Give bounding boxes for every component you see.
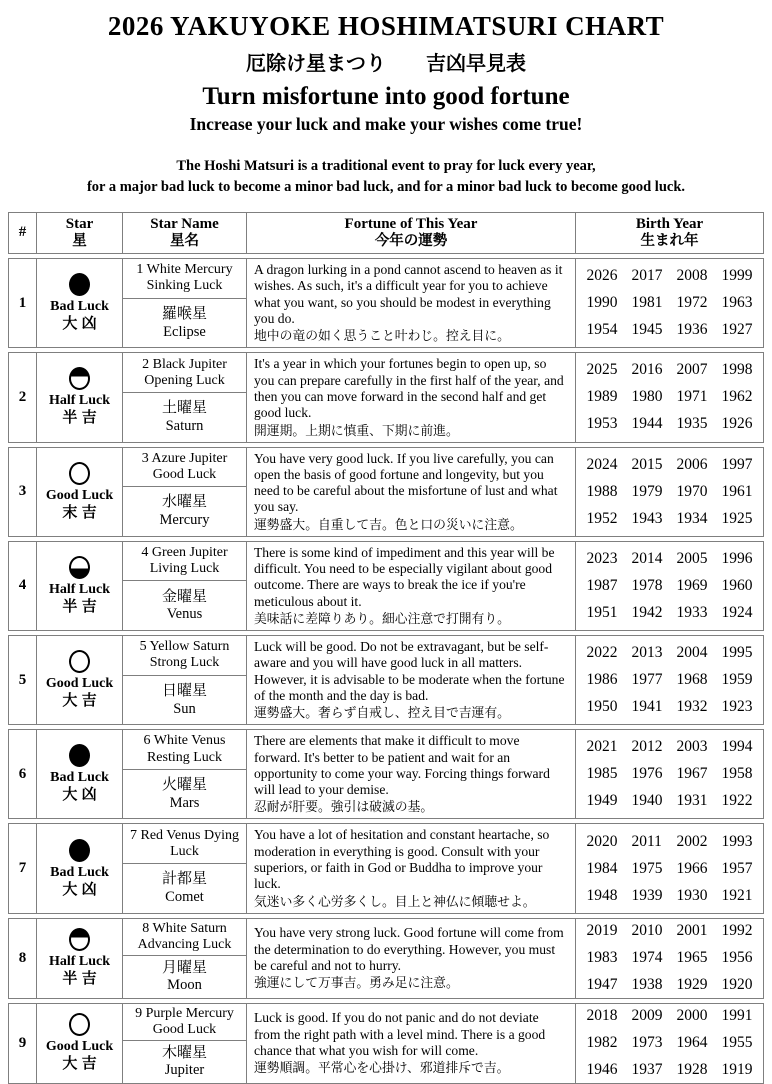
birth-year: 1993: [721, 832, 753, 850]
birth-year: 1923: [721, 698, 753, 716]
birth-year: 2023: [586, 549, 618, 567]
birth-year: 1995: [721, 644, 753, 662]
birth-year: 2013: [631, 644, 663, 662]
fortune-text-ja: 運勢盛大。奢らず自戒し、控え目で吉運有。: [254, 705, 510, 721]
header-cell-star: Star 星: [37, 213, 123, 253]
luck-circle-icon: [69, 744, 90, 767]
fortune-text-en: Luck will be good. Do not be extravagant, but be self-aware and you will have good luck in all matters. However, it is advisable to be moderate when the fortune of the month and the day is bad.: [254, 638, 565, 703]
star-cell: [37, 353, 123, 441]
luck-circle-icon: [69, 367, 90, 390]
birth-year: 1975: [631, 859, 663, 877]
star-name-planet: Venus: [166, 606, 203, 623]
birth-year: 1984: [586, 859, 618, 877]
star-name-planet: Eclipse: [163, 323, 206, 340]
birth-year: 1947: [586, 976, 618, 994]
birth-year: 1953: [586, 415, 618, 433]
birth-year: 1940: [631, 792, 663, 810]
star-name-en: 7 Red Venus Dying Luck: [123, 824, 246, 864]
star-name-kanji: 月曜星: [161, 958, 207, 976]
birth-year: 1922: [721, 792, 753, 810]
birth-year: 1948: [586, 886, 618, 904]
birth-year: 1968: [676, 671, 708, 689]
star-name-cell: [123, 919, 247, 998]
birth-year: 1996: [721, 549, 753, 567]
star-name-cell: [123, 636, 247, 724]
birth-year: 1999: [721, 267, 753, 285]
star-name-planet: Mercury: [159, 512, 210, 529]
row-number: 2: [9, 353, 37, 441]
birth-year: 1980: [631, 388, 663, 406]
birth-year: 1973: [631, 1034, 663, 1052]
star-name-en: 3 Azure Jupiter Good Luck: [123, 448, 246, 488]
fortune-text-en: There is some kind of impediment and this year will be difficult. You need to be especially vigilant about good outcome. There are ways to break the ice if you're meticulous about it.: [254, 544, 555, 609]
birth-year: 1924: [721, 603, 753, 621]
birth-year: 1945: [631, 321, 663, 339]
birth-year: 2011: [631, 832, 662, 850]
birth-year: 1946: [586, 1061, 618, 1079]
star-name-bottom: [123, 676, 246, 725]
birth-year: 1943: [631, 509, 663, 527]
birth-year: 1972: [676, 294, 708, 312]
star-cell: [37, 448, 123, 536]
row-number: 3: [9, 448, 37, 536]
star-name-bottom: [123, 487, 246, 536]
birth-year: 1934: [676, 509, 708, 527]
birth-year: 1949: [586, 792, 618, 810]
birth-year: 1929: [676, 976, 708, 994]
star-name-kanji: 金曜星: [161, 587, 207, 605]
luck-label-ja: 末 吉: [62, 503, 97, 521]
fortune-text-ja: 気迷い多く心労多くし。目上と神仏に傾聴せよ。: [254, 893, 536, 909]
birth-year: 2008: [676, 267, 708, 285]
birth-year: 1942: [631, 603, 663, 621]
luck-label-ja: 大 吉: [62, 692, 97, 710]
birth-year: 1952: [586, 509, 618, 527]
birth-year: 2006: [676, 455, 708, 473]
birth-year: 2004: [676, 644, 708, 662]
row-number: 8: [9, 919, 37, 998]
birth-year: 1962: [721, 388, 753, 406]
birth-year: 1932: [676, 698, 708, 716]
table-row: [8, 823, 764, 913]
birth-year: 1941: [631, 698, 663, 716]
star-cell: [37, 730, 123, 818]
fortune-text-ja: 美味話に差障りあり。細心注意で打開有り。: [254, 610, 510, 626]
birth-year: 1930: [676, 886, 708, 904]
birth-year: 1983: [586, 949, 618, 967]
table-row: [8, 1003, 764, 1084]
star-name-bottom: [123, 864, 246, 913]
birth-years-cell: [576, 730, 763, 818]
birth-year: 1960: [721, 576, 753, 594]
birth-year: 1989: [586, 388, 618, 406]
luck-label-en: Bad Luck: [50, 299, 109, 315]
birth-year: 1925: [721, 509, 753, 527]
birth-year: 1976: [631, 765, 663, 783]
birth-year: 1979: [631, 482, 663, 500]
luck-label-ja: 半 吉: [62, 409, 97, 427]
birth-years-cell: [576, 353, 763, 441]
star-cell: [37, 542, 123, 630]
luck-circle-icon: [69, 650, 90, 673]
fortune-text-en: You have very good luck. If you live carefully, you can open the basis of good fortune and longevity, but you need to be careful about the misfortune of lust and what you say.: [254, 450, 558, 515]
star-name-kanji: 土曜星: [161, 399, 207, 417]
star-name-cell: [123, 542, 247, 630]
birth-year: 1966: [676, 859, 708, 877]
star-name-planet: Comet: [165, 889, 204, 906]
star-name-cell: [123, 824, 247, 912]
luck-label-en: Half Luck: [48, 393, 111, 409]
birth-year: 1985: [586, 765, 618, 783]
birth-year: 2019: [586, 922, 618, 940]
star-cell: [37, 636, 123, 724]
luck-circle-icon: [69, 273, 90, 296]
fortune-text-en: Luck is good. If you do not panic and do not deviate from the right path with a level mind. There is a good chance that what you wish for will come.: [254, 1010, 546, 1058]
luck-circle-icon: [69, 839, 90, 862]
row-number: 4: [9, 542, 37, 630]
birth-year: 2021: [586, 738, 618, 756]
star-name-planet: Jupiter: [164, 1062, 205, 1079]
luck-label-ja: 半 吉: [62, 970, 97, 988]
birth-year: 2003: [676, 738, 708, 756]
star-cell: [37, 824, 123, 912]
birth-year: 1939: [631, 886, 663, 904]
fortune-text-ja: 強運にして万事吉。勇み足に注意。: [254, 975, 459, 991]
fortune-text-ja: 地中の竜の如く思うこと叶わじ。控え目に。: [254, 328, 510, 344]
luck-label-en: Good Luck: [45, 1039, 114, 1055]
birth-years-cell: [576, 824, 763, 912]
luck-circle-icon: [69, 556, 90, 579]
luck-label-ja: 大 凶: [62, 315, 97, 333]
birth-years-cell: [576, 919, 763, 998]
star-name-en: 9 Purple Mercury Good Luck: [123, 1004, 246, 1041]
birth-year: 1959: [721, 671, 753, 689]
fortune-cell: [247, 730, 576, 818]
birth-year: 1971: [676, 388, 708, 406]
birth-year: 2016: [631, 361, 663, 379]
star-name-kanji: 木曜星: [161, 1043, 207, 1061]
star-name-planet: Sun: [173, 700, 196, 717]
birth-year: 1956: [721, 949, 753, 967]
fortune-cell: [247, 542, 576, 630]
row-number: 1: [9, 259, 37, 347]
star-name-bottom: [123, 581, 246, 630]
luck-label-en: Good Luck: [45, 487, 114, 503]
birth-year: 1938: [631, 976, 663, 994]
birth-year: 1963: [721, 294, 753, 312]
birth-year: 2025: [586, 361, 618, 379]
luck-label-en: Half Luck: [48, 954, 111, 970]
birth-year: 1982: [586, 1034, 618, 1052]
birth-years-cell: [576, 636, 763, 724]
birth-year: 2018: [586, 1007, 618, 1025]
fortune-text-ja: 運勢盛大。自重して吉。色と口の災いに注意。: [254, 516, 523, 532]
star-name-en: 2 Black Jupiter Opening Luck: [123, 353, 246, 393]
birth-year: 2026: [586, 267, 618, 285]
star-name-en: 8 White Saturn Advancing Luck: [123, 919, 246, 956]
birth-year: 1954: [586, 321, 618, 339]
tagline-secondary: Increase your luck and make your wishes come true!: [189, 114, 583, 134]
luck-circle-icon: [69, 1013, 90, 1036]
star-name-kanji: 計都星: [161, 870, 207, 888]
fortune-cell: [247, 824, 576, 912]
luck-label-en: Bad Luck: [50, 864, 109, 880]
birth-year: 1997: [721, 455, 753, 473]
table-row: [8, 729, 764, 819]
birth-year: 1965: [676, 949, 708, 967]
birth-year: 1961: [721, 482, 753, 500]
birth-year: 1928: [676, 1061, 708, 1079]
birth-year: 1936: [676, 321, 708, 339]
fortune-text-en: There are elements that make it difficult to move forward. It's better to be patient and wait for an opportunity to come your way. Forcing things forward will lead to your demise.: [254, 733, 550, 798]
birth-year: 1927: [721, 321, 753, 339]
header-cell-star-name: Star Name 星名: [123, 213, 247, 253]
star-name-cell: [123, 730, 247, 818]
header-cell-fortune: Fortune of This Year 今年の運勢: [247, 213, 576, 253]
birth-year: 1969: [676, 576, 708, 594]
table-row: [8, 541, 764, 631]
birth-year: 1955: [721, 1034, 753, 1052]
birth-year: 1978: [631, 576, 663, 594]
header-cell-number: #: [9, 213, 37, 253]
row-number: 9: [9, 1004, 37, 1083]
fortune-cell: [247, 353, 576, 441]
luck-label-ja: 大 凶: [62, 786, 97, 804]
birth-year: 1944: [631, 415, 663, 433]
star-name-kanji: 羅喉星: [161, 304, 207, 322]
birth-year: 1981: [631, 294, 663, 312]
fortune-text-en: It's a year in which your fortunes begin to open up, so you can prepare carefully in the first half of the year, and then you can move forward in the second half and get good luck.: [254, 356, 564, 421]
table-row: [8, 352, 764, 442]
star-name-planet: Mars: [169, 794, 200, 811]
fortune-text-ja: 忍耐が肝要。強引は破滅の基。: [254, 799, 434, 815]
row-number: 5: [9, 636, 37, 724]
birth-year: 2017: [631, 267, 663, 285]
luck-label-ja: 大 凶: [62, 880, 97, 898]
star-name-bottom: [123, 299, 246, 348]
star-cell: [37, 919, 123, 998]
tagline: Turn misfortune into good fortune: [202, 83, 570, 110]
birth-year: 1957: [721, 859, 753, 877]
page-title: 2026 YAKUYOKE HOSHIMATSURI CHART: [107, 11, 665, 41]
birth-year: 1951: [586, 603, 618, 621]
birth-year: 1990: [586, 294, 618, 312]
birth-year: 1991: [721, 1007, 753, 1025]
birth-year: 1958: [721, 765, 753, 783]
luck-circle-icon: [69, 462, 90, 485]
header-cell-birth-year: Birth Year 生まれ年: [635, 216, 704, 250]
star-cell: [37, 259, 123, 347]
birth-year: 2005: [676, 549, 708, 567]
luck-label-ja: 半 吉: [62, 597, 97, 615]
birth-year: 2002: [676, 832, 708, 850]
luck-label-en: Good Luck: [45, 676, 114, 692]
birth-year: 1988: [586, 482, 618, 500]
birth-year: 1977: [631, 671, 663, 689]
fortune-cell: [247, 636, 576, 724]
table-row: [8, 258, 764, 348]
birth-year: 1994: [721, 738, 753, 756]
birth-year: 1950: [586, 698, 618, 716]
subtitle-japanese: 厄除け星まつり 吉凶早見表: [246, 53, 526, 75]
star-name-en: 5 Yellow Saturn Strong Luck: [123, 636, 246, 676]
star-name-bottom: [123, 393, 246, 442]
birth-year: 2010: [631, 922, 663, 940]
birth-year: 2001: [676, 922, 708, 940]
row-number: 7: [9, 824, 37, 912]
star-name-kanji: 火曜星: [161, 776, 207, 794]
intro-line-2: for a major bad luck to become a minor bad luck, and for a minor bad luck to become good luck.: [86, 179, 686, 196]
star-cell: [37, 1004, 123, 1083]
star-name-cell: [123, 259, 247, 347]
birth-year: 1926: [721, 415, 753, 433]
birth-year: 1937: [631, 1061, 663, 1079]
table-header: [8, 212, 764, 254]
birth-year: 2009: [631, 1007, 663, 1025]
birth-year: 1931: [676, 792, 708, 810]
birth-year: 1933: [676, 603, 708, 621]
birth-year: 2000: [676, 1007, 708, 1025]
star-name-bottom: [123, 1041, 246, 1083]
luck-label-en: Bad Luck: [50, 770, 109, 786]
birth-year: 1935: [676, 415, 708, 433]
birth-year: 1992: [721, 922, 753, 940]
birth-year: 1986: [586, 671, 618, 689]
star-name-bottom: [123, 770, 246, 819]
birth-year: 2014: [631, 549, 663, 567]
luck-label-en: Half Luck: [48, 581, 111, 597]
intro-text: [0, 156, 772, 198]
birth-year: 2020: [586, 832, 618, 850]
star-name-bottom: [123, 956, 246, 998]
star-name-en: 6 White Venus Resting Luck: [123, 730, 246, 770]
star-name-cell: [123, 1004, 247, 1083]
fortune-cell: [247, 259, 576, 347]
birth-year: 2015: [631, 455, 663, 473]
birth-year: 2024: [586, 455, 618, 473]
birth-years-cell: [576, 542, 763, 630]
table-row: [8, 635, 764, 725]
fortune-text-ja: 運勢順調。平常心を心掛け、邪道排斥で吉。: [254, 1060, 510, 1076]
table-row: [8, 447, 764, 537]
birth-year: 1919: [721, 1061, 753, 1079]
fortune-cell: [247, 448, 576, 536]
star-name-kanji: 水曜星: [161, 493, 207, 511]
birth-years-cell: [576, 1004, 763, 1083]
birth-year: 1967: [676, 765, 708, 783]
birth-years-cell: [576, 259, 763, 347]
birth-year: 1920: [721, 976, 753, 994]
star-name-en: 1 White Mercury Sinking Luck: [123, 259, 246, 299]
birth-year: 2022: [586, 644, 618, 662]
fortune-text-en: You have very strong luck. Good fortune will come from the determination to do everything. However, you must be careful and not to hurry.: [254, 925, 564, 973]
star-name-en: 4 Green Jupiter Living Luck: [123, 542, 246, 582]
fortune-text-en: You have a lot of hesitation and constant heartache, so moderation in everything is good. Consult with your superiors, or faith in God or Buddha to improve your luck.: [254, 827, 550, 892]
intro-line-1: The Hoshi Matsuri is a traditional event to pray for luck every year,: [176, 158, 596, 174]
birth-years-cell: [576, 448, 763, 536]
star-name-kanji: 日曜星: [161, 681, 207, 699]
birth-year: 2012: [631, 738, 663, 756]
star-name-planet: Moon: [167, 977, 202, 994]
birth-year: 1970: [676, 482, 708, 500]
birth-year: 1964: [676, 1034, 708, 1052]
fortune-text-ja: 開運期。上期に慎重、下期に前進。: [254, 422, 459, 438]
fortune-cell: [247, 919, 576, 998]
luck-circle-icon: [69, 928, 90, 951]
fortune-text-en: A dragon lurking in a pond cannot ascend to heaven as it wishes. As such, it's a difficult year for you to achieve what you want, so you should be modest in everything you do.: [254, 262, 563, 326]
luck-label-ja: 大 吉: [62, 1055, 97, 1073]
birth-year: 1987: [586, 576, 618, 594]
birth-year: 1921: [721, 886, 753, 904]
star-name-cell: [123, 448, 247, 536]
row-number: 6: [9, 730, 37, 818]
table-row: [8, 918, 764, 999]
birth-year: 1998: [721, 361, 753, 379]
star-name-cell: [123, 353, 247, 441]
birth-year: 1974: [631, 949, 663, 967]
fortune-cell: [247, 1004, 576, 1083]
birth-year: 2007: [676, 361, 708, 379]
star-name-planet: Saturn: [165, 417, 204, 434]
